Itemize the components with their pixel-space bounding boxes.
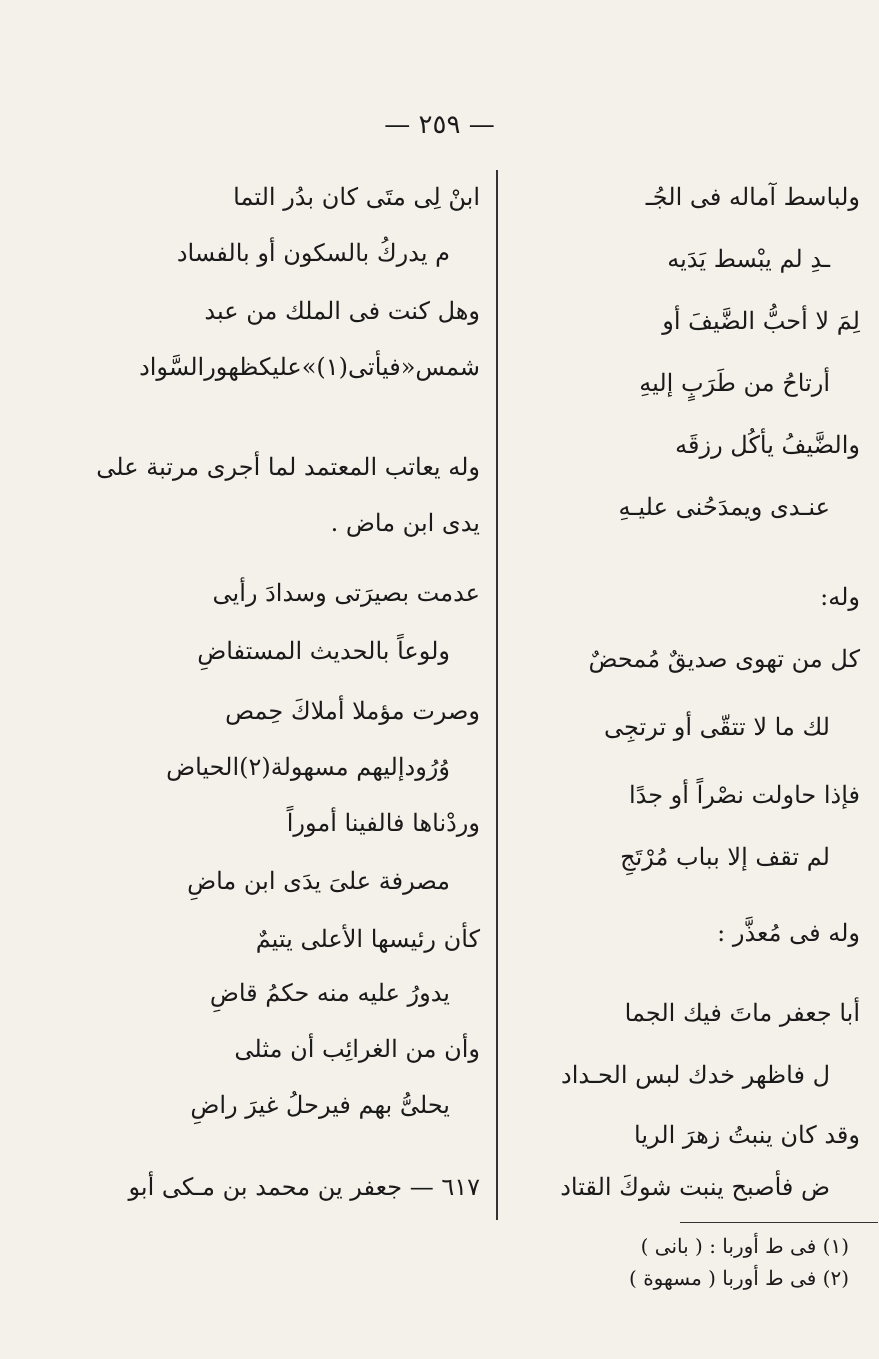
verse-line: والضَّيفُ يأكُل رزقَه [675,431,860,459]
verse-line: كأن رئيسها الأعلى يتيمٌ [255,925,480,953]
column-divider [496,170,498,1220]
verse-line: وصرت مؤملا أملاكَ حِمص [225,697,480,725]
page-number: — ٢٥٩ — [384,110,495,140]
verse-line: وردْناها فالفينا أموراً [286,809,480,837]
entry-heading: ٦١٧ — جعفر ين محمد بن مـكى أبو [128,1173,480,1201]
verse-line: لك ما لا تتقّى أو ترتجِى [604,713,830,741]
verse-line: م يدركُ بالسكون أو بالفساد [176,239,450,267]
verse-line: لم تقف إلا بباب مُرْتَجِ [620,843,830,871]
verse-line: ولباسط آماله فى الجُـ [645,183,860,211]
verse-line: يحلىُّ بهم فيرحلُ غيرَ راضِ [190,1091,450,1119]
prose-line: يدى ابن ماض . [330,509,480,537]
verse-line: كل من تهوى صديقٌ مُمحضٌ [588,645,860,673]
footnotes [629,1230,849,1294]
verse-line: وهل كنت فى الملك من عبد [204,297,480,325]
verse-line: فإذا حاولت نصْراً أو جدًا [628,781,860,809]
footnote: (١) فى ط أوربا : ( بانى ) [640,1234,849,1258]
verse-line: ل فاظهر خدك لبس الحـداد [561,1061,830,1089]
prose-line: وله يعاتب المعتمد لما أجرى مرتبة على [96,453,480,481]
verse-line: ولوعاً بالحديث المستفاضِ [197,637,450,665]
verse-line: يدورُ عليه منه حكمُ قاضِ [209,979,450,1007]
verse-line: عنـدى ويمدَحُنى عليـهِ [618,493,830,521]
verse-line: شمس«فيأتى(١)»عليكظهورالسَّواد [139,353,480,381]
section-heading: وله: [820,583,860,611]
verse-line: أرتاحُ من طَرَبٍ إليهِ [639,369,830,397]
verse-line: وُرُودإليهم مسهولة(٢)الحياض [166,753,450,781]
verse-line: وقد كان ينبتُ زهرَ الريا [634,1121,860,1149]
verse-line: ض فأصبح ينبت شوكَ القتاد [560,1173,830,1201]
verse-line: أبا جعفر ماتَ فيك الجما [624,999,860,1027]
footnote-rule [680,1222,878,1223]
footnote: (٢) فى ط أوربا ( مسهوة ) [629,1266,849,1290]
verse-line: ابنْ لِى متَى كان بدُر التما [233,183,480,211]
verse-line: وأن من الغرائِب أن مثلى [234,1035,480,1063]
section-heading: وله فى مُعذَّر : [717,919,860,947]
verse-line: مصرفة علىَ يدَى ابن ماضِ [187,867,450,895]
verse-line: عدمت بصيرَتى وسدادَ رأيى [212,579,480,607]
verse-line: لِمَ لا أحبُّ الضَّيفَ أو [662,307,860,335]
verse-line: ـدِ لم يبْسط يَدَيه [667,245,830,273]
